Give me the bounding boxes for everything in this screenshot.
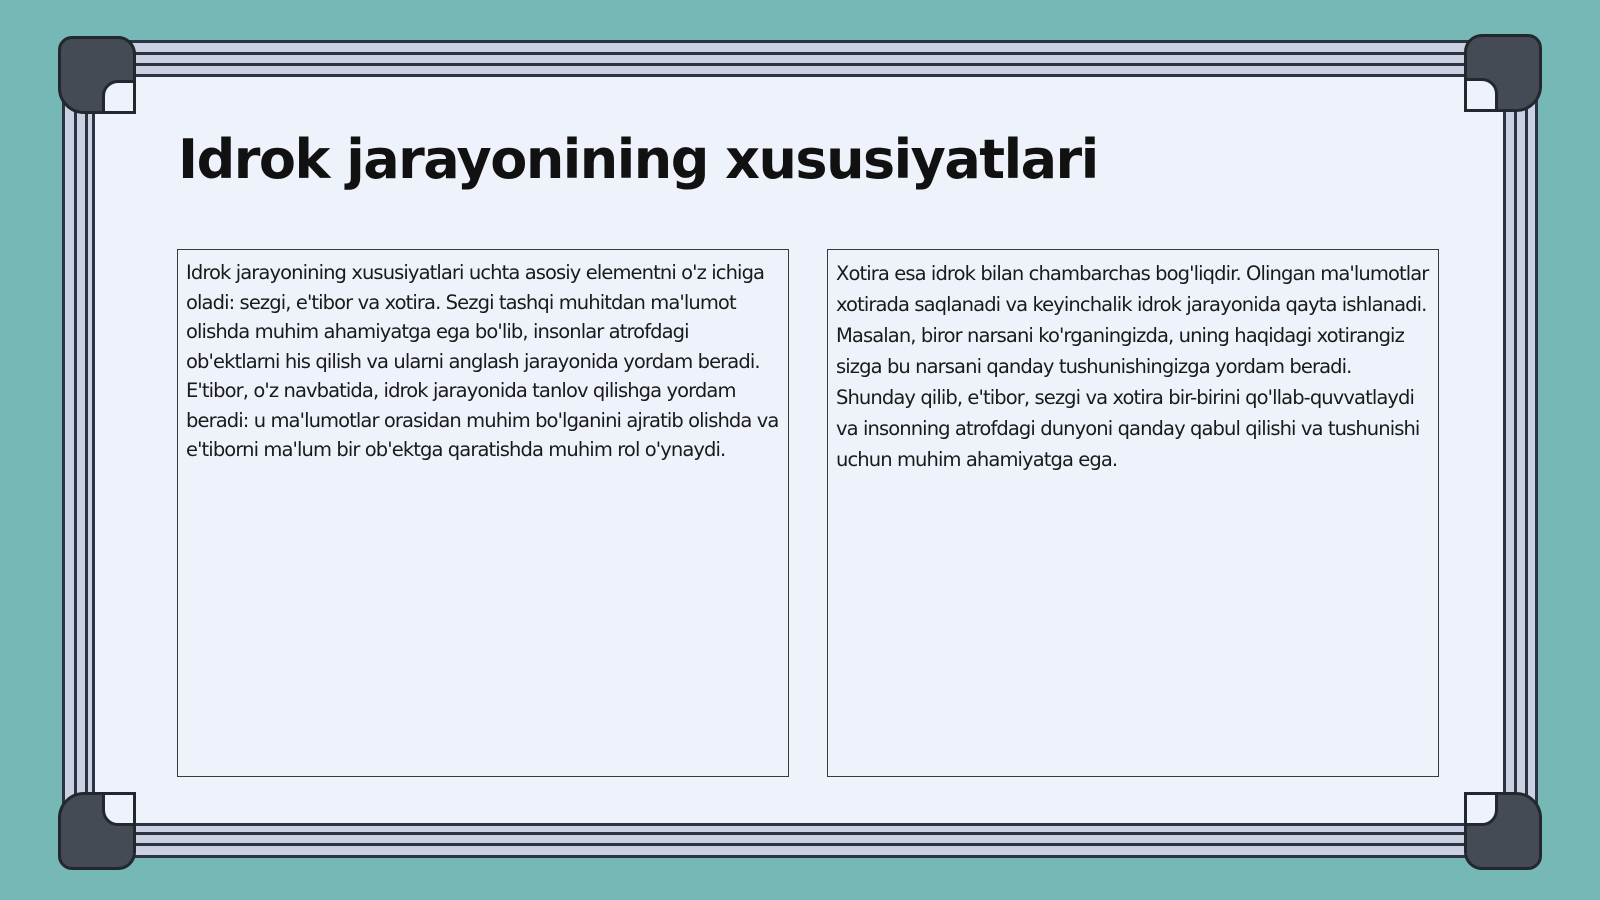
whiteboard-frame-top <box>100 40 1500 78</box>
frame-corner-bottom-left <box>58 792 136 870</box>
left-text-paragraph: Idrok jarayonining xususiyatlari uchta asosiy elementni o'z ichiga oladi: sezgi, e'tibor va xotira. Sezgi tashqi muhitdan ma'lumot olishda muhim ahamiyatga ega bo'lib, insonlar atrofdagi ob'ektlarni his qilish va ularni anglash jarayonida yordam beradi. E'tibor, o'z navbatida, idrok jarayonida tanlov qilishga yordam beradi: u ma'lumotlar orasidan muhim bo'lganini ajratib olishda va e'tiborni ma'lum bir ob'ektga qaratishda muhim rol o'ynaydi. <box>186 261 779 461</box>
frame-corner-top-left <box>58 36 136 114</box>
left-text-box[interactable] <box>177 249 789 777</box>
frame-corner-bottom-right <box>1464 792 1542 870</box>
frame-corner-top-right <box>1464 34 1542 112</box>
right-text-box[interactable] <box>827 249 1439 777</box>
whiteboard-frame-right <box>1502 70 1538 830</box>
right-text-paragraph: Xotira esa idrok bilan chambarchas bog'liqdir. Olingan ma'lumotlar xotirada saqlanadi va keyinchalik idrok jarayonida qayta ishlanadi. Masalan, biror narsani ko'rganingizda, uning haqidagi xotirangiz sizga bu narsani qanday tushunishingizga yordam beradi. Shunday qilib, e'tibor, sezgi va xotira bir-birini qo'llab-quvvatlaydi va insonning atrofdagi dunyoni qanday qabul qilishi va tushunishi uchun muhim ahamiyatga ega. <box>836 262 1429 471</box>
slide-title: Idrok jarayonining xususiyatlari <box>178 128 1098 191</box>
